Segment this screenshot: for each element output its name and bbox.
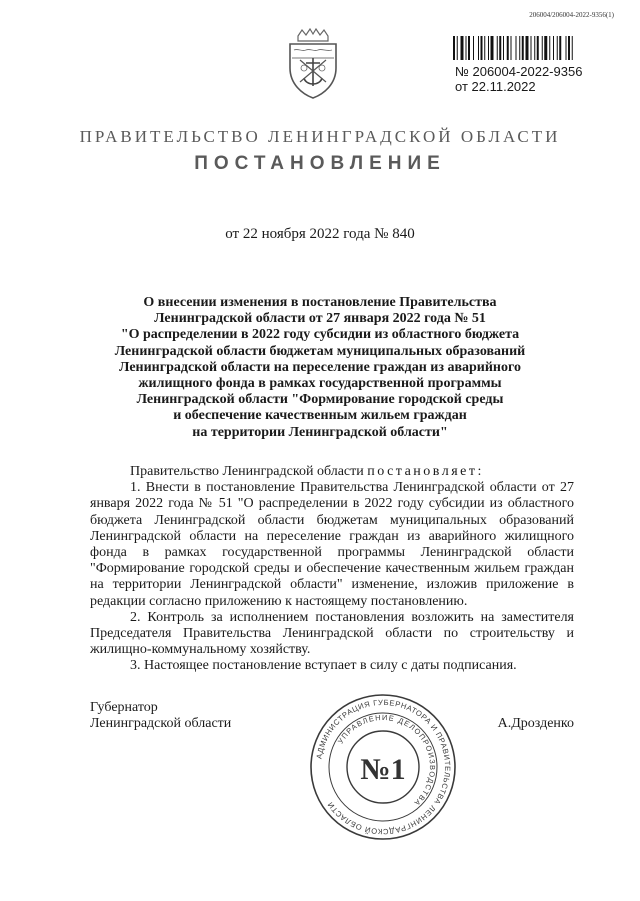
stamp-inner-text: УПРАВЛЕНИЕ ДЕЛОПРОИЗВОДСТВА: [335, 712, 438, 809]
subject-line: жилищного фонда в рамках государственной программы: [138, 376, 502, 392]
barcode: [453, 36, 616, 60]
paragraph-3: 3. Настоящее постановление вступает в силу с даты подписания.: [130, 658, 517, 674]
stamp-number: №1: [360, 753, 406, 786]
signer-region: Ленинградской области: [90, 716, 232, 732]
registration-stamp: [455, 64, 582, 94]
subject-line: Ленинградской области от 27 января 2022 года № 51: [154, 311, 486, 327]
organization-title: ПРАВИТЕЛЬСТВО ЛЕНИНГРАДСКОЙ ОБЛАСТИ: [79, 127, 561, 146]
signer-position: [90, 700, 231, 732]
subject-line: "О распределении в 2022 году субсидии из областного бюджета: [120, 327, 520, 343]
document-body: [90, 464, 574, 675]
resolution-intro: [90, 464, 574, 480]
intro-text: Правительство Ленинградской области: [130, 464, 364, 479]
subject-line: Ленинградской области "Формирование городской среды: [136, 392, 504, 408]
subject-line: Ленинградской области бюджетам муниципальных образований: [114, 343, 526, 359]
subject-line: на территории Ленинградской области": [192, 424, 448, 440]
paragraph-1: 1. Внести в постановление Правительства Ленинградской области от 27 января 2022 года № 51 "О распределении в 2022 году субсидии из областного бюджета Ленинградской области бюджетам муниципальных образований Ленинградской области на переселение граждан из аварийного жилищного фонда в рамках государственной программы Ленинградской области "Формирование городской среды и обеспечение качественным жильем граждан на территории Ленинградской области" изменение, изложив приложение в редакции согласно приложению к настоящему постановлению.: [90, 480, 574, 609]
registration-number: № 206004-2022-9356: [455, 64, 583, 79]
subject-line: и обеспечение качественным жильем граждан: [173, 408, 467, 424]
official-seal-stamp: [308, 692, 458, 842]
document-type-title: ПОСТАНОВЛЕНИЕ: [194, 153, 446, 174]
subject-line: Ленинградской области на переселение граждан из аварийного: [118, 359, 522, 375]
coat-of-arms-emblem-icon: [284, 28, 342, 100]
signer-name: А.Дрозденко: [497, 716, 574, 731]
subject-line: О внесении изменения в постановление Правительства: [143, 295, 497, 310]
stamp-outer-text: АДМИНИСТРАЦИЯ ГУБЕРНАТОРА И ПРАВИТЕЛЬСТВА ЛЕНИНГРАДСКОЙ ОБЛАСТИ: [314, 697, 453, 837]
document-subject: [100, 295, 540, 441]
document-date-number: от 22 ноября 2022 года № 840: [225, 226, 415, 242]
paragraph-2: 2. Контроль за исполнением постановления возложить на заместителя Председателя Правительства Ленинградской области по строительству и жилищно-коммунальному хозяйству.: [90, 609, 574, 658]
intro-action: постановляет:: [367, 464, 484, 479]
registration-date: от 22.11.2022: [455, 79, 536, 94]
document-code: 206004/206004-2022-9356(1): [529, 11, 614, 19]
signer-title: Губернатор: [90, 700, 158, 715]
